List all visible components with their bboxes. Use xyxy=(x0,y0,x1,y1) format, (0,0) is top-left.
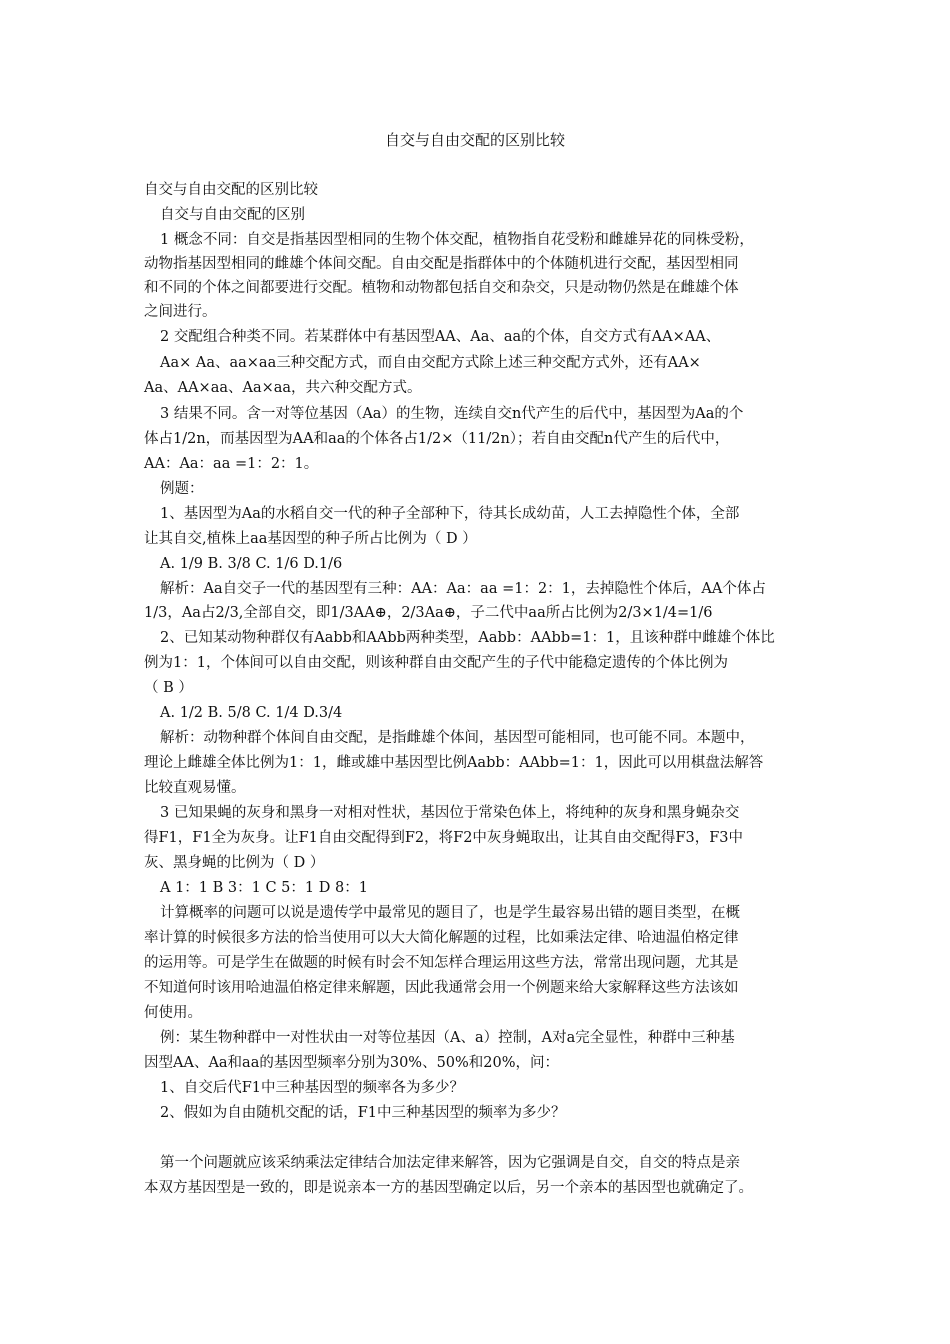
text-line: 理论上雌雄全体比例为1：1，雌或雄中基因型比例Aabb：AAbb=1：1，因此可以用棋盘法解答 xyxy=(144,755,764,771)
text-line: 1/3，Aa占2/3,全部自交，即1/3AA⊕，2/3Aa⊕，子二代中aa所占比例为2/3×1/4=1/6 xyxy=(144,605,713,621)
document-title: 自交与自由交配的区别比较 xyxy=(384,131,565,149)
text-line: 2 交配组合种类不同。若某群体中有基因型AA、Aa、aa的个体，自交方式有AA×AA、 xyxy=(160,329,721,345)
text-line: 得F1，F1全为灰身。让F1自由交配得到F2，将F2中灰身蝇取出，让其自由交配得F3，F3中 xyxy=(144,830,743,846)
text-line: 第一个问题就应该采纳乘法定律结合加法定律来解答，因为它强调是自交，自交的特点是亲 xyxy=(160,1155,740,1171)
text-line: 和不同的个体之间都要进行交配。植物和动物都包括自交和杂交，只是动物仍然是在雌雄个体 xyxy=(144,280,739,296)
text-line: 2、已知某动物种群仅有Aabb和AAbb两种类型，Aabb：AAbb=1：1，且该种群中雌雄个体比 xyxy=(160,630,775,646)
text-line: 的运用等。可是学生在做题的时候有时会不知怎样合理运用这些方法，常常出现问题，尤其是 xyxy=(144,955,739,971)
question-line: 2、假如为自由随机交配的话，F1中三种基因型的频率为多少？ xyxy=(160,1105,566,1121)
text-line: 率计算的时候很多方法的恰当使用可以大大简化解题的过程，比如乘法定律、哈迪温伯格定律 xyxy=(144,930,739,946)
text-line: 因型AA、Aa和aa的基因型频率分别为30%、50%和20%，问： xyxy=(144,1055,560,1071)
text-line: 1、基因型为Aa的水稻自交一代的种子全部种下，待其长成幼苗，人工去掉隐性个体，全部 xyxy=(160,506,740,522)
text-line: 本双方基因型是一致的，即是说亲本一方的基因型确定以后，另一个亲本的基因型也就确定了。 xyxy=(144,1180,753,1196)
text-line: 动物指基因型相同的雌雄个体间交配。自由交配是指群体中的个体随机进行交配，基因型相同 xyxy=(144,256,739,272)
text-line: 之间进行。 xyxy=(144,304,217,320)
text-line: Aa、AA×aa、Aa×aa，共六种交配方式。 xyxy=(144,380,422,396)
text-line: 例：某生物种群中一对性状由一对等位基因（A、a）控制，A对a完全显性，种群中三种基 xyxy=(160,1030,735,1046)
answer-options: A. 1/2 B. 5/8 C. 1/4 D.3/4 xyxy=(160,705,343,721)
text-line: 灰、黑身蝇的比例为（ D ） xyxy=(144,855,325,871)
answer-options: A. 1/9 B. 3/8 C. 1/6 D.1/6 xyxy=(160,556,343,572)
heading-line: 自交与自由交配的区别比较 xyxy=(144,182,318,198)
text-line: （ B ） xyxy=(144,680,193,696)
text-line: Aa× Aa、aa×aa三种交配方式，而自由交配方式除上述三种交配方式外，还有AA× xyxy=(160,355,701,371)
text-line: 不知道何时该用哈迪温伯格定律来解题，因此我通常会用一个例题来给大家解释这些方法该如 xyxy=(144,980,739,996)
text-line: 解析：Aa自交子一代的基因型有三种：AA：Aa：aa =1：2：1，去掉隐性个体后，AA个体占 xyxy=(160,581,766,597)
text-line: 让其自交,植株上aa基因型的种子所占比例为（ D ） xyxy=(144,531,477,547)
answer-options: A 1：1 B 3：1 C 5：1 D 8：1 xyxy=(160,880,368,896)
text-line: 何使用。 xyxy=(144,1005,202,1021)
text-line: 比较直观易懂。 xyxy=(144,780,246,796)
text-line: 3 结果不同。含一对等位基因（Aa）的生物，连续自交n代产生的后代中，基因型为Aa的个 xyxy=(160,406,744,422)
text-line: 1 概念不同：自交是指基因型相同的生物个体交配，植物指自花受粉和雌雄异花的同株受粉， xyxy=(160,232,754,248)
text-line: 解析：动物种群个体间自由交配，是指雌雄个体间，基因型可能相同，也可能不同。本题中， xyxy=(160,730,755,746)
text-line: 例题： xyxy=(160,481,204,497)
text-line: 体占1/2n，而基因型为AA和aa的个体各占1/2×（11/2n）；若自由交配n代产生的后代中， xyxy=(144,431,730,447)
text-line: 3 已知果蝇的灰身和黑身一对相对性状，基因位于常染色体上，将纯种的灰身和黑身蝇杂交 xyxy=(160,805,740,821)
text-line: 例为1：1，个体间可以自由交配，则该种群自由交配产生的子代中能稳定遗传的个体比例为 xyxy=(144,655,728,671)
text-line: AA：Aa：aa =1：2：1。 xyxy=(144,456,319,472)
text-line: 计算概率的问题可以说是遗传学中最常见的题目了，也是学生最容易出错的题目类型，在概 xyxy=(160,905,740,921)
question-line: 1、自交后代F1中三种基因型的频率各为多少？ xyxy=(160,1080,465,1096)
subheading-line: 自交与自由交配的区别 xyxy=(160,207,305,223)
